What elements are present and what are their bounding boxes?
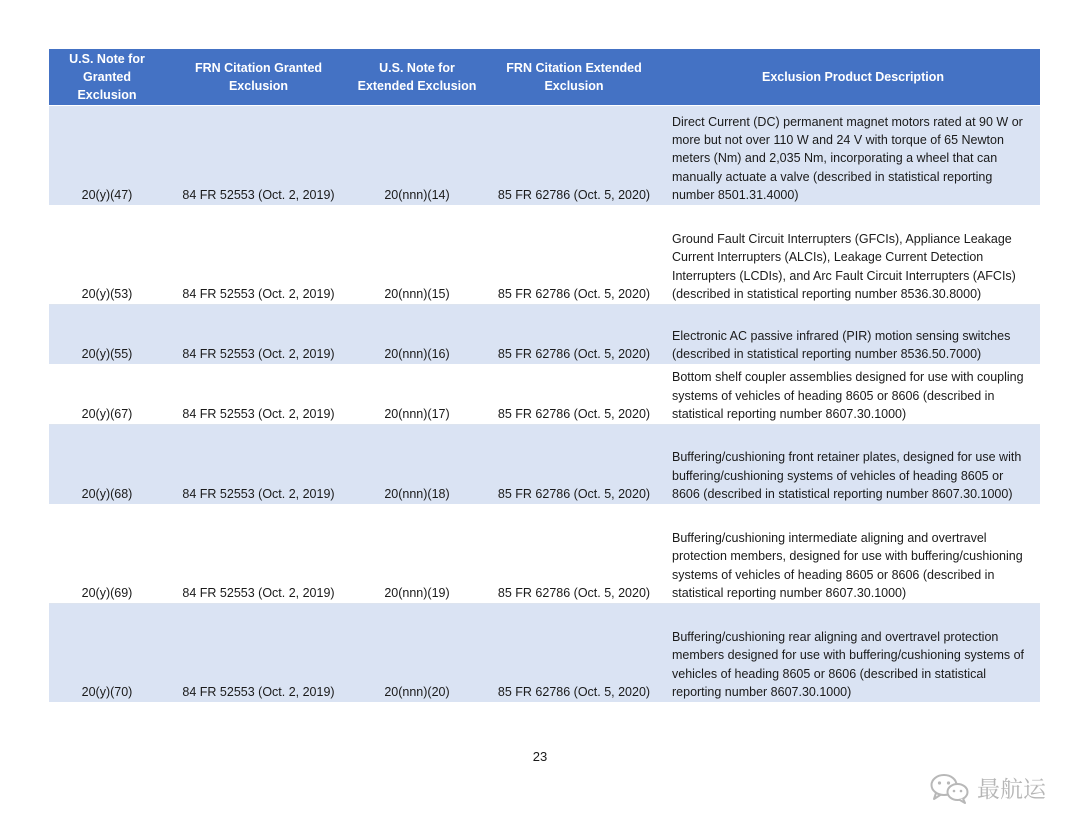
cell-note-extended: 20(nnn)(20): [352, 604, 482, 703]
page-number: 23: [532, 749, 548, 764]
wechat-icon: [929, 772, 971, 804]
cell-note-extended: 20(nnn)(15): [352, 206, 482, 305]
cell-frn-granted: 84 FR 52553 (Oct. 2, 2019): [165, 505, 352, 604]
header-us-note-extended: U.S. Note for Extended Exclusion: [352, 49, 482, 106]
table-row: [49, 604, 1040, 703]
cell-frn-extended: 85 FR 62786 (Oct. 5, 2020): [482, 425, 666, 505]
header-us-note-granted: U.S. Note for Granted Exclusion: [49, 49, 165, 106]
cell-note-granted: 20(y)(55): [49, 305, 165, 365]
cell-frn-granted: 84 FR 52553 (Oct. 2, 2019): [165, 365, 352, 425]
header-exclusion-description: Exclusion Product Description: [666, 49, 1040, 106]
cell-note-extended: 20(nnn)(19): [352, 505, 482, 604]
cell-note-granted: 20(y)(47): [49, 106, 165, 206]
cell-note-extended: 20(nnn)(14): [352, 106, 482, 206]
cell-frn-granted: 84 FR 52553 (Oct. 2, 2019): [165, 604, 352, 703]
table-header-row: [49, 49, 1040, 106]
cell-frn-extended: 85 FR 62786 (Oct. 5, 2020): [482, 305, 666, 365]
cell-description: Ground Fault Circuit Interrupters (GFCIs), Appliance Leakage Current Interrupters (ALCIs), Leakage Current Detection Interrupters (LCDIs), and Arc Fault Circuit Interrupters (AFCIs) (described in statistical reporting number 8536.30.8000): [666, 206, 1040, 305]
cell-note-granted: 20(y)(70): [49, 604, 165, 703]
header-frn-citation-granted: FRN Citation Granted Exclusion: [165, 49, 352, 106]
cell-note-granted: 20(y)(69): [49, 505, 165, 604]
table-row: [49, 425, 1040, 505]
cell-description: Direct Current (DC) permanent magnet motors rated at 90 W or more but not over 110 W and 24 V with torque of 65 Newton meters (Nm) and 2,035 Nm, incorporating a wheel that can manually actuate a valve (described in statistical reporting number 8501.31.4000): [666, 106, 1040, 206]
watermark-text: 最航运: [977, 777, 1046, 803]
exclusion-table: [49, 49, 1040, 703]
table-row: [49, 365, 1040, 425]
cell-frn-granted: 84 FR 52553 (Oct. 2, 2019): [165, 425, 352, 505]
cell-frn-extended: 85 FR 62786 (Oct. 5, 2020): [482, 365, 666, 425]
table-row: [49, 505, 1040, 604]
cell-note-granted: 20(y)(68): [49, 425, 165, 505]
cell-description: Buffering/cushioning rear aligning and overtravel protection members designed for use with buffering/cushioning systems of vehicles of heading 8605 or 8606 (described in statistical reporting number 8607.30.1000): [666, 604, 1040, 703]
exclusion-table-container: [49, 49, 1040, 703]
cell-frn-granted: 84 FR 52553 (Oct. 2, 2019): [165, 305, 352, 365]
cell-note-extended: 20(nnn)(18): [352, 425, 482, 505]
cell-description: Electronic AC passive infrared (PIR) motion sensing switches (described in statistical reporting number 8536.50.7000): [666, 305, 1040, 365]
header-frn-citation-extended: FRN Citation Extended Exclusion: [482, 49, 666, 106]
cell-note-granted: 20(y)(67): [49, 365, 165, 425]
watermark: [929, 771, 1046, 804]
cell-note-extended: 20(nnn)(17): [352, 365, 482, 425]
cell-description: Buffering/cushioning intermediate aligning and overtravel protection members, designed for use with buffering/cushioning systems of vehicles of heading 8605 or 8606 (described in statistical reporting number 8607.30.1000): [666, 505, 1040, 604]
table-row: [49, 106, 1040, 206]
cell-frn-extended: 85 FR 62786 (Oct. 5, 2020): [482, 206, 666, 305]
cell-frn-granted: 84 FR 52553 (Oct. 2, 2019): [165, 206, 352, 305]
cell-frn-granted: 84 FR 52553 (Oct. 2, 2019): [165, 106, 352, 206]
cell-description: Buffering/cushioning front retainer plates, designed for use with buffering/cushioning systems of vehicles of heading 8605 or 8606 (described in statistical reporting number 8607.30.1000): [666, 425, 1040, 505]
cell-description: Bottom shelf coupler assemblies designed for use with coupling systems of vehicles of heading 8605 or 8606 (described in statistical reporting number 8607.30.1000): [666, 365, 1040, 425]
table-row: [49, 305, 1040, 365]
cell-note-extended: 20(nnn)(16): [352, 305, 482, 365]
table-row: [49, 206, 1040, 305]
cell-note-granted: 20(y)(53): [49, 206, 165, 305]
cell-frn-extended: 85 FR 62786 (Oct. 5, 2020): [482, 505, 666, 604]
cell-frn-extended: 85 FR 62786 (Oct. 5, 2020): [482, 106, 666, 206]
cell-frn-extended: 85 FR 62786 (Oct. 5, 2020): [482, 604, 666, 703]
